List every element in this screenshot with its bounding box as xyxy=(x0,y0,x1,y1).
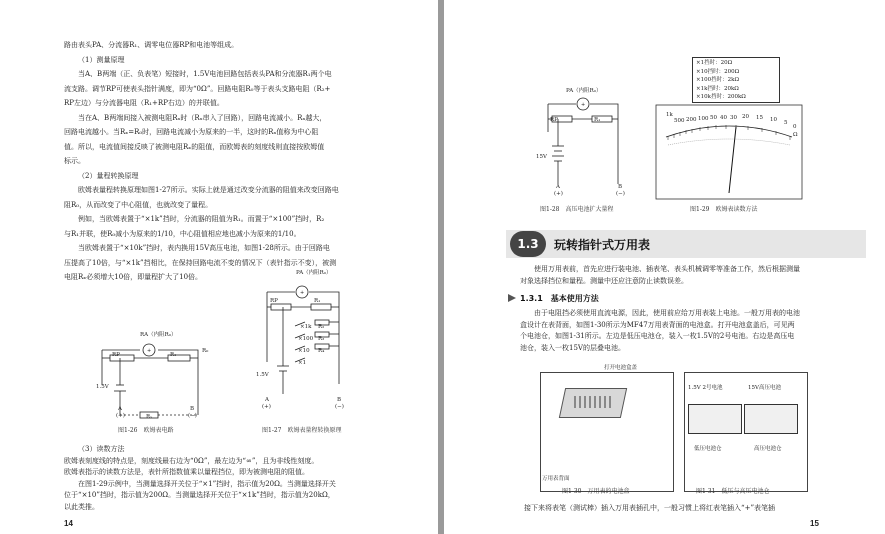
fig29-legend-5: ×10k挡时：200kΩ xyxy=(696,94,746,100)
fig27-x100: ×100 xyxy=(298,336,314,342)
fig26-circuit xyxy=(90,335,215,425)
fig27-a: A xyxy=(265,397,269,403)
text-line: 回路电流越小。当Rₓ=R₀时，回路电流减小为原来的一半，这时的Rₓ值称为中心阻 xyxy=(64,128,319,136)
page-number-left: 14 xyxy=(64,519,73,528)
fig26-caption: 图1-26 欧姆表电路 xyxy=(118,427,174,434)
fig27-x1: ×1 xyxy=(298,360,307,366)
fig27-rp: RP xyxy=(270,298,278,304)
subsection-title: 1.3.1 基本使用方法 xyxy=(520,294,599,303)
fig31-low-slot xyxy=(688,404,742,434)
fig26-a-pol: (+) xyxy=(116,413,125,419)
fig27-r2: R₂ xyxy=(318,324,325,330)
scale-10: 10 xyxy=(770,117,777,123)
footer-line: 接下来将表笔（测试棒）插入万用表插孔中，一般习惯上将红表笔插入“+”表笔插 xyxy=(524,504,776,512)
fig27-b-pol: (−) xyxy=(335,404,344,410)
fig26-r0: R₀ xyxy=(202,348,209,354)
fig28-rp: RP xyxy=(550,117,558,123)
fig27-battery: 1.5V xyxy=(256,372,269,378)
text-line: RP左边）与分流器电阻（R₁+RP右边）的并联值。 xyxy=(64,99,224,107)
scale-1k: 1k xyxy=(666,112,673,118)
fig28-a-pol: (+) xyxy=(554,191,563,197)
fig27-r3: R₃ xyxy=(318,336,325,342)
fig26-b: B xyxy=(190,406,195,412)
fig28-meter-label: PA（内阻R₀） xyxy=(566,88,602,94)
scale-500: 500 xyxy=(674,118,685,124)
fig26-rx: Rₓ xyxy=(146,414,153,420)
subsection-arrow-icon xyxy=(508,294,516,302)
svg-text:+: + xyxy=(581,102,586,108)
text-line: 欧姆表刻度线的特点是，刻度线最右边为“0Ω”，最左边为“∞”，且为非线性刻度。 xyxy=(64,456,319,465)
fig26-b-pol: (−) xyxy=(188,413,197,419)
section-number: 1.3 xyxy=(510,231,546,257)
fig26-r1: R₁ xyxy=(170,352,177,358)
svg-text:+: + xyxy=(300,290,305,296)
text-line: 由于电阻挡必须使用直流电源，因此，使用前应给万用表装上电池。一般万用表的电池 xyxy=(534,309,800,317)
scale-40: 40 xyxy=(720,115,727,121)
fig26-rp: RP xyxy=(112,352,120,358)
page-number-right: 15 xyxy=(810,519,819,528)
text-line: 使用万用表前，首先应进行装电池、插表笔、表头机械调零等准备工作，然后根据测量 xyxy=(534,265,800,273)
text-line: 当在A、B两端间接入被测电阻Rₓ时（Rₓ串入了回路），回路电流减小。Rₓ越大， xyxy=(78,113,327,122)
fig27-a-pol: (+) xyxy=(262,404,271,410)
text-line: （2）量程转换原理 xyxy=(78,171,139,180)
text-line: 例如，当欧姆表置于“×1k”挡时，分流器的阻值为R₁。而置于“×100”挡时，R₂ xyxy=(78,215,325,223)
fig27-b: B xyxy=(337,397,342,403)
svg-text:+: + xyxy=(147,348,152,354)
text-line: 个电池仓，如图1-31所示。左边是低压电池仓，装入一枚1.5V的2号电池。右边是高压电 xyxy=(520,332,795,340)
fig28-battery: 15V xyxy=(536,154,547,160)
text-line: 标示。 xyxy=(64,157,85,165)
text-line: 阻R₀，从而改变了中心阻值，也就改变了量程。 xyxy=(64,200,213,209)
text-line: 当A、B两端（正、负表笔）短接时，1.5V电池回路包括表头PA和分流器R₁两个电 xyxy=(78,70,332,78)
text-line: 在图1-29示例中，当测量选择开关位于“×1”挡时，指示值为20Ω。当测量选择开关 xyxy=(78,479,336,488)
right-page xyxy=(444,0,885,534)
fig31-high-slot xyxy=(744,404,798,434)
fig29-legend-2: ×10挡时：200Ω xyxy=(696,68,740,75)
text-line: 路由表头PA、分流器R₁、调零电位器RP和电池等组成。 xyxy=(64,41,239,49)
scale-50: 50 xyxy=(710,115,717,121)
fig31-high-battery: 15V高压电池 xyxy=(748,385,781,391)
text-line: 与R₁并联，使R₀减小为原来的1/10，中心阻值相应地也减小为原来的1/10。 xyxy=(64,229,301,238)
section-title: 玩转指针式万用表 xyxy=(554,238,651,252)
fig26-battery: 1.5V xyxy=(96,384,109,390)
fig27-r1: R₁ xyxy=(314,298,321,304)
text-line: 位于“×10”挡时，指示值为200Ω。当测量选择开关位于“×1k”挡时，指示值为20kΩ， xyxy=(64,491,335,499)
fig29-scale-labels xyxy=(666,112,801,138)
scale-0: 0 xyxy=(793,124,797,130)
fig30-cover-stripes xyxy=(574,396,614,408)
text-line: （1）测量原理 xyxy=(78,55,125,64)
fig30-caption: 图1-30 万用表的电池盒 xyxy=(562,488,630,495)
text-line: 以此类推。 xyxy=(64,502,99,511)
text-line: 当欧姆表置于“×10k”挡时，表内换用15V高压电池，如图1-28所示。由于回路电 xyxy=(78,244,330,252)
text-line: 值。所以，电流值间接反映了被测电阻Rₓ的阻值，而欧姆表的刻度线则直接按欧姆值 xyxy=(64,142,325,151)
fig29-legend-3: ×100挡时：2kΩ xyxy=(696,77,739,83)
fig27-r4: R₄ xyxy=(318,348,325,354)
scale-5: 5 xyxy=(784,120,788,126)
text-line: 电阻Rₓ必须增大10倍，即量程扩大了10倍。 xyxy=(64,273,203,281)
fig29-caption: 图1-29 欧姆表读数方法 xyxy=(690,206,758,213)
fig30-open-label: 打开电池盒盖 xyxy=(604,365,638,371)
fig27-x10: ×10 xyxy=(298,348,310,354)
text-line: 压提高了10倍，与“×1k”挡相比，在保持回路电流不变的情况下（表针指示不变），被测 xyxy=(64,258,337,267)
fig28-circuit xyxy=(534,92,634,197)
text-line: 流支路。调节RP可使表头指针满度，即为“0Ω”。回路电阻R₀等于表头支路电阻（R₂+ xyxy=(64,84,331,93)
fig30-back-label: 万用表背面 xyxy=(542,476,570,482)
scale-30: 30 xyxy=(730,115,737,121)
fig28-r1: R₁ xyxy=(594,117,601,123)
fig27-caption: 图1-27 欧姆表量程转换原理 xyxy=(262,427,342,434)
text-line: 欧姆表指示的读数方法是，表针所指数值乘以量程挡位，即为被测电阻的阻值。 xyxy=(64,468,309,476)
fig26-meter-label: RA（内阻R₀） xyxy=(140,332,177,338)
fig28-caption: 图1-28 高压电池扩大量程 xyxy=(540,206,614,213)
fig31-low-battery: 1.5V 2号电池 xyxy=(688,385,723,391)
fig31-caption: 图1-31 低压与高压电池仓 xyxy=(696,488,770,495)
scale-ohm: Ω xyxy=(793,132,798,138)
text-line: 池仓，装入一枚15V的层叠电池。 xyxy=(520,343,625,352)
scale-20: 20 xyxy=(742,114,749,120)
fig28-b: B xyxy=(618,184,623,190)
fig31-low-bay: 低压电池仓 xyxy=(694,446,722,452)
text-line: （3）读数方法 xyxy=(78,445,125,453)
scale-200: 200 xyxy=(686,117,697,123)
fig28-b-pol: (−) xyxy=(616,191,625,197)
fig29-legend xyxy=(692,57,780,103)
left-page xyxy=(0,0,438,534)
fig29-legend-4: ×1k挡时：20kΩ xyxy=(696,85,739,92)
fig27-meter-label: PA（内阻R₀） xyxy=(296,270,332,276)
text-line: 对象选择挡位和量程。测量中还应注意防止读数误差。 xyxy=(520,276,688,285)
text-line: 欧姆表量程转换原理如图1-27所示。实际上就是通过改变分流器的阻值来改变回路电 xyxy=(78,186,339,194)
fig27-x1k: ×1k xyxy=(300,324,312,330)
text-line: 盒设计在表背面，如图1-30所示为MF47万用表背面的电池盒。打开电池盒盖后，可见两 xyxy=(520,320,795,329)
scale-100: 100 xyxy=(698,116,709,122)
fig29-legend-1: ×1挡时：20Ω xyxy=(696,60,733,66)
fig26-a: A xyxy=(118,406,122,412)
fig28-a: A xyxy=(556,184,560,190)
scale-15: 15 xyxy=(756,115,763,121)
fig31-high-bay: 高压电池仓 xyxy=(754,446,782,452)
